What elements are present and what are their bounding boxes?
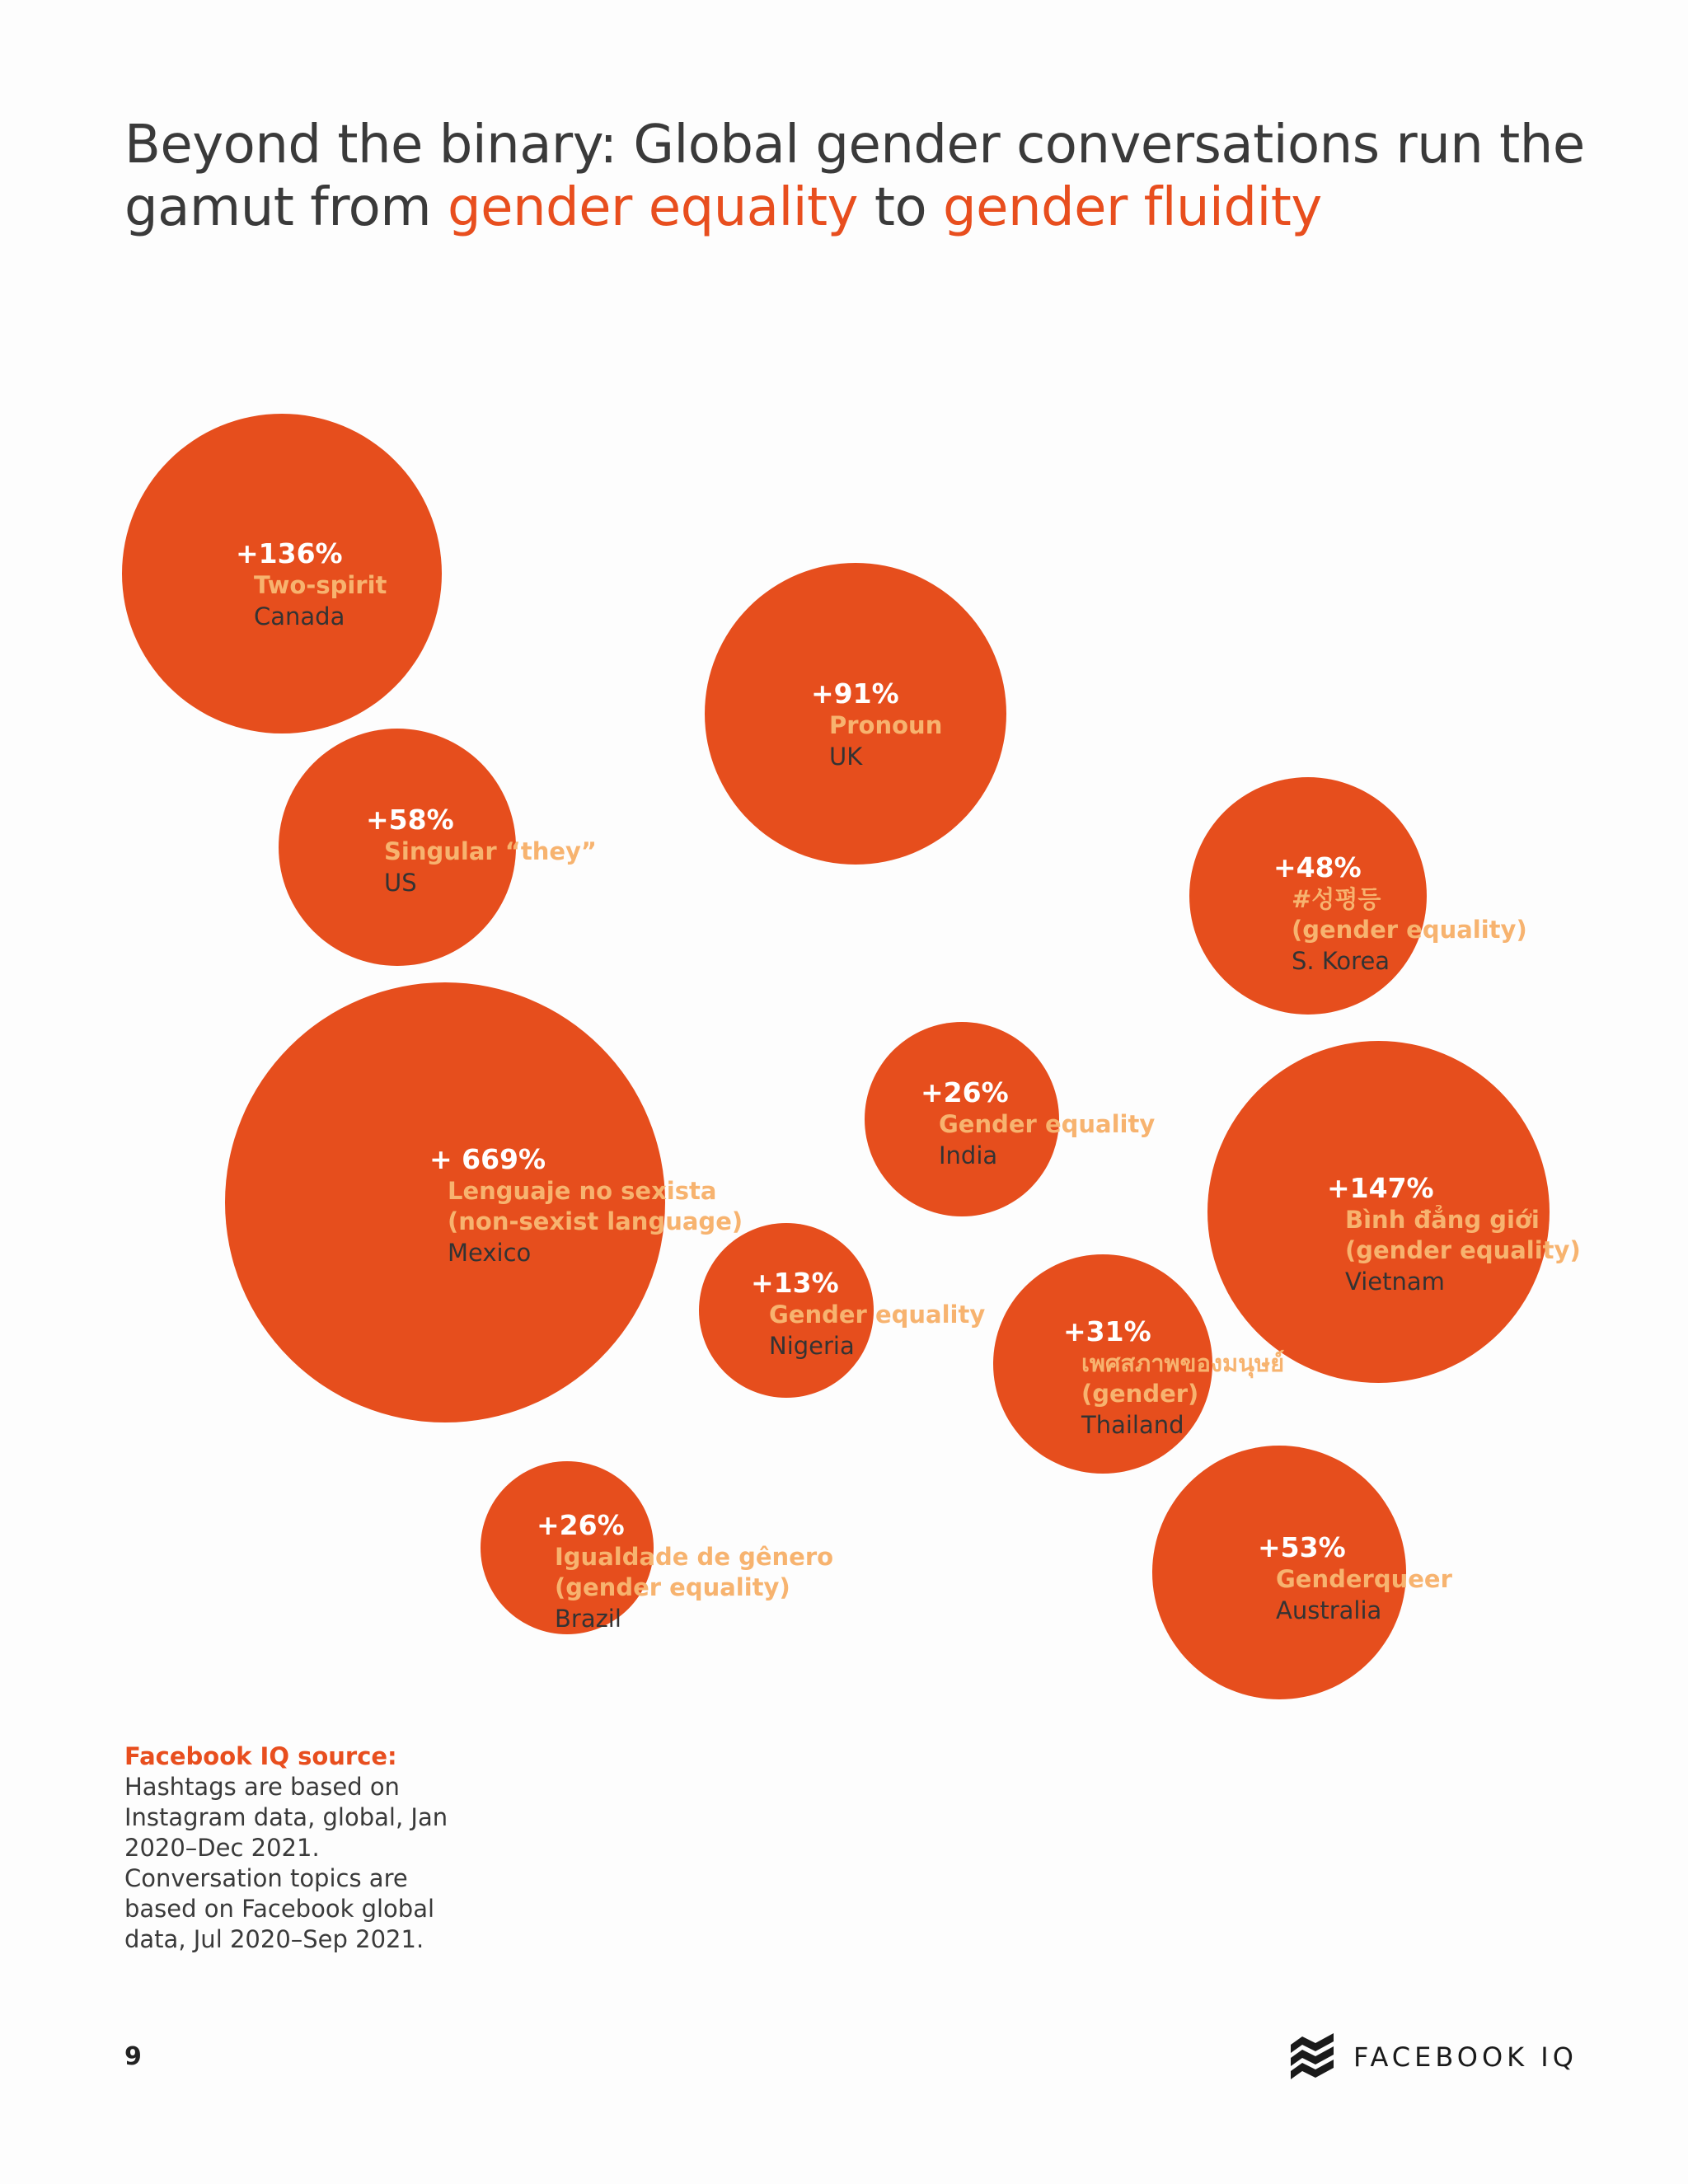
- country-label: US: [384, 869, 417, 897]
- title-text-1: Beyond the binary: Global gender conversations run the gamut from: [124, 115, 1585, 238]
- country-label: Nigeria: [769, 1332, 855, 1360]
- topic-label: Lenguaje no sexista (non-sexist language): [448, 1177, 743, 1235]
- change-value: +91%: [811, 677, 899, 710]
- bubble-label-vietnam: [1327, 1172, 1581, 1297]
- page-title: [124, 114, 1608, 239]
- change-value: +147%: [1327, 1172, 1434, 1204]
- country-label: Mexico: [448, 1239, 532, 1267]
- bubble-label-canada: [236, 537, 387, 632]
- topic-label: Two-spirit: [254, 571, 387, 599]
- change-value: +13%: [751, 1267, 839, 1299]
- topic-label: Gender equality: [769, 1301, 986, 1329]
- change-value: +26%: [537, 1509, 625, 1541]
- change-value: +26%: [921, 1076, 1009, 1108]
- title-text-2: to: [858, 177, 943, 238]
- change-value: +53%: [1258, 1531, 1346, 1563]
- bubble-label-india: [921, 1076, 1155, 1171]
- bubble-label-brazil: [537, 1509, 833, 1634]
- change-value: +31%: [1063, 1315, 1151, 1347]
- bubble-label-nigeria: [751, 1267, 985, 1361]
- source-note: [124, 1741, 454, 1955]
- change-value: +136%: [236, 537, 343, 569]
- country-label: Brazil: [555, 1605, 621, 1633]
- bubble-label-mexico: [429, 1143, 743, 1268]
- page-number: 9: [124, 2042, 142, 2071]
- change-value: +58%: [366, 804, 454, 836]
- topic-label: เพศสภาพของมนุษย์ (gender): [1081, 1349, 1285, 1408]
- topic-label: Gender equality: [939, 1110, 1156, 1138]
- topic-label: Igualdade de gênero (gender equality): [555, 1543, 834, 1601]
- title-highlight-gender-equality: gender equality: [447, 177, 858, 238]
- change-value: +48%: [1273, 851, 1362, 883]
- source-heading: Facebook IQ source:: [124, 1742, 397, 1770]
- country-label: Canada: [254, 602, 345, 630]
- title-highlight-gender-fluidity: gender fluidity: [942, 177, 1322, 238]
- bubble-label-us: [366, 804, 597, 898]
- country-label: Vietnam: [1345, 1268, 1445, 1296]
- country-label: India: [939, 1141, 998, 1169]
- bubble-label-thailand: [1063, 1315, 1284, 1441]
- change-value: + 669%: [429, 1143, 546, 1175]
- country-label: UK: [829, 743, 863, 771]
- brand-wordmark: FACEBOOK IQ: [1353, 2041, 1578, 2073]
- bubble-label-uk: [811, 677, 942, 772]
- topic-label: #성평등 (gender equality): [1292, 885, 1527, 944]
- country-label: Thailand: [1081, 1411, 1184, 1439]
- topic-label: Singular “they”: [384, 837, 597, 865]
- country-label: Australia: [1276, 1596, 1382, 1624]
- source-body: Hashtags are based on Instagram data, global, Jan 2020–Dec 2021. Conversation topics are based on Facebook global data, Jul 2020–Sep 2021.: [124, 1773, 448, 1953]
- bubble-label-australia: [1258, 1531, 1452, 1626]
- bubble-label-south-korea: [1273, 851, 1527, 977]
- country-label: S. Korea: [1292, 947, 1390, 975]
- topic-label: Pronoun: [829, 711, 943, 739]
- topic-label: Bình đẳng giới (gender equality): [1345, 1206, 1581, 1264]
- facebook-iq-logo-icon: [1287, 2032, 1337, 2081]
- topic-label: Genderqueer: [1276, 1565, 1452, 1593]
